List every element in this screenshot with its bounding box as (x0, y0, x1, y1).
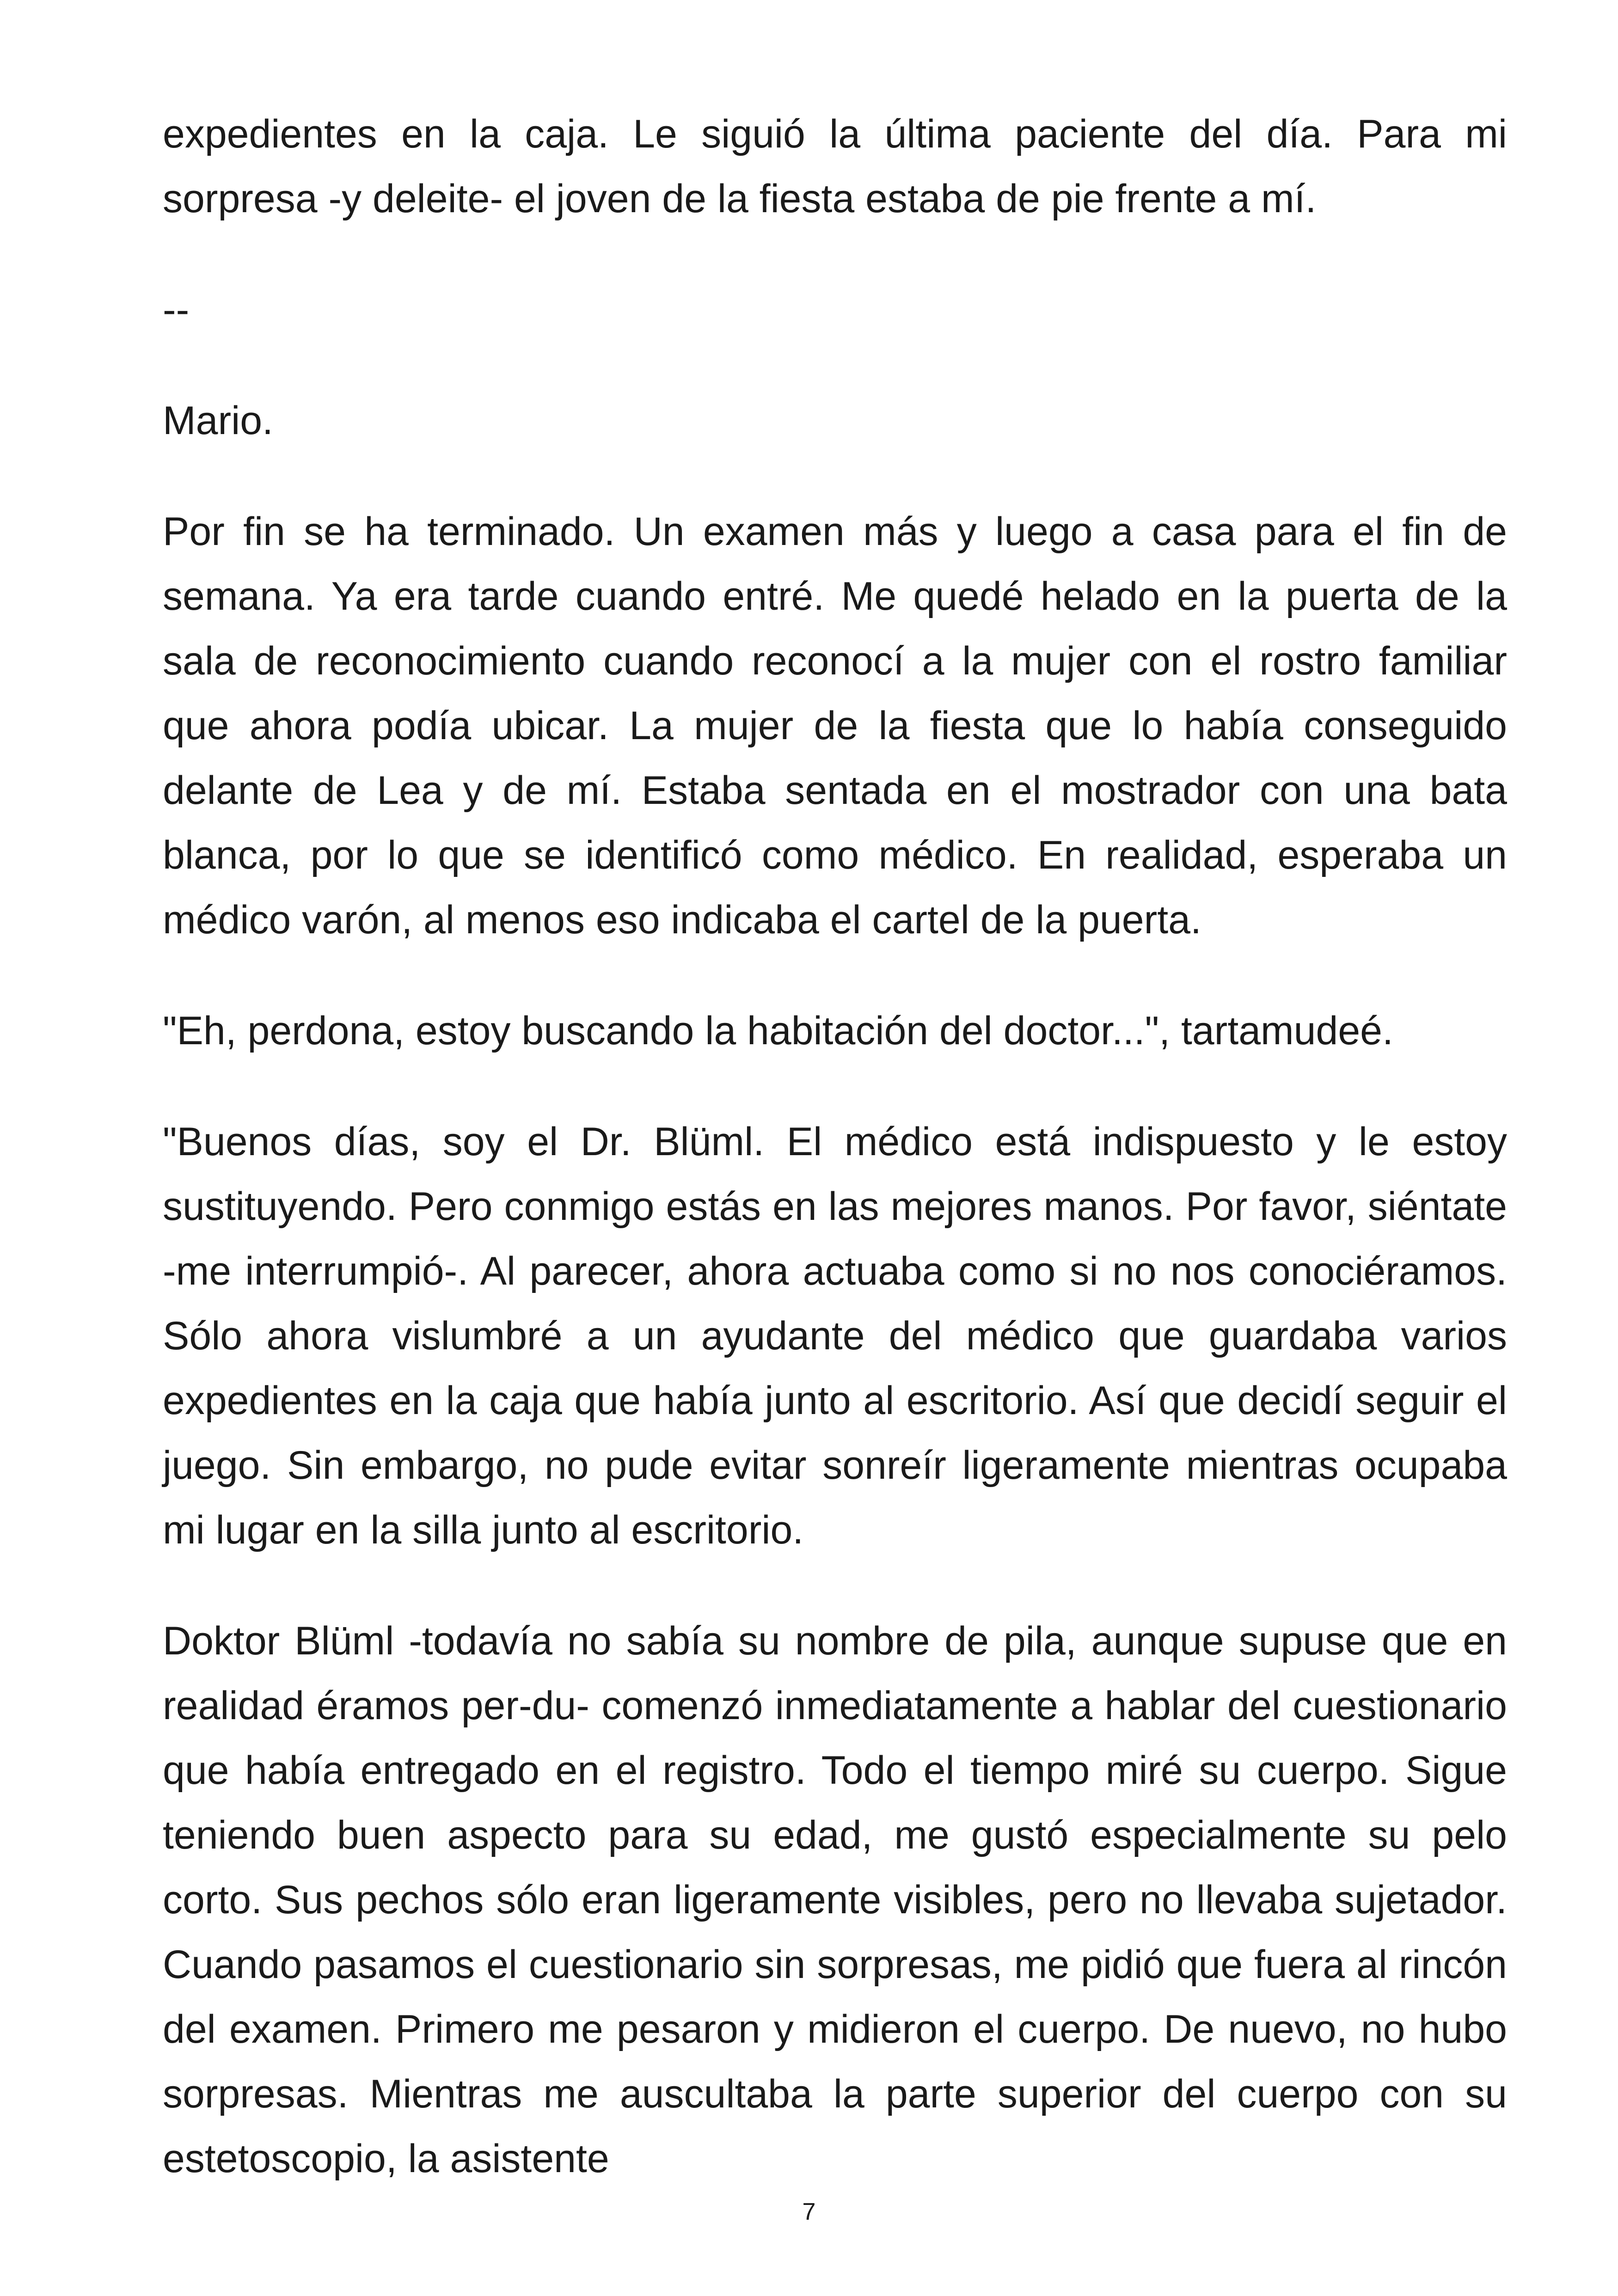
page-body (163, 102, 1507, 2237)
paragraph-1: expedientes en la caja. Le siguió la última paciente del día. Para mi sorpresa -y deleite- el joven de la fiesta estaba de pie frente a mí. (163, 112, 1507, 221)
paragraph-2: Por fin se ha terminado. Un examen más y luego a casa para el fin de semana. Ya era tarde cuando entré. Me quedé helado en la puerta de la sala de reconocimiento cuando reconocí a la mujer con el rostro familiar que ahora podía ubicar. La mujer de la fiesta que lo había conseguido delante de Lea y de mí. Estaba sentada en el mostrador con una bata blanca, por lo que se identificó como médico. En realidad, esperaba un médico varón, al menos eso indicaba el cartel de la puerta. (163, 509, 1507, 942)
paragraph-3: "Eh, perdona, estoy buscando la habitación del doctor...", tartamudeé. (163, 1009, 1393, 1053)
paragraph-5: Doktor Blüml -todavía no sabía su nombre de pila, aunque supuse que en realidad éramos per-du- comenzó inmediatamente a hablar del cuestionario que había entregado en el registro. Todo el tiempo miré su cuerpo. Sigue teniendo buen aspecto para su edad, me gustó especialmente su pelo corto. Sus pechos sólo eran ligeramente visibles, pero no llevaba sujetador. Cuando pasamos el cuestionario sin sorpresas, me pidió que fuera al rincón del examen. Primero me pesaron y midieron el cuerpo. De nuevo, no hubo sorpresas. Mientras me auscultaba la parte superior del cuerpo con su estetoscopio, la asistente (163, 1619, 1507, 2181)
page-number: 7 (802, 2198, 816, 2225)
scene-break: -- (163, 288, 190, 332)
paragraph-4: "Buenos días, soy el Dr. Blüml. El médico está indispuesto y le estoy sustituyendo. Pero conmigo estás en las mejores manos. Por favor, siéntate -me interrumpió-. Al parecer, ahora actuaba como si no nos conociéramos. Sólo ahora vislumbré a un ayudante del médico que guardaba varios expedientes en la caja que había junto al escritorio. Así que decidí seguir el juego. Sin embargo, no pude evitar sonreír ligeramente mientras ocupaba mi lugar en la silla junto al escritorio. (163, 1120, 1507, 1552)
section-heading: Mario. (163, 398, 273, 443)
